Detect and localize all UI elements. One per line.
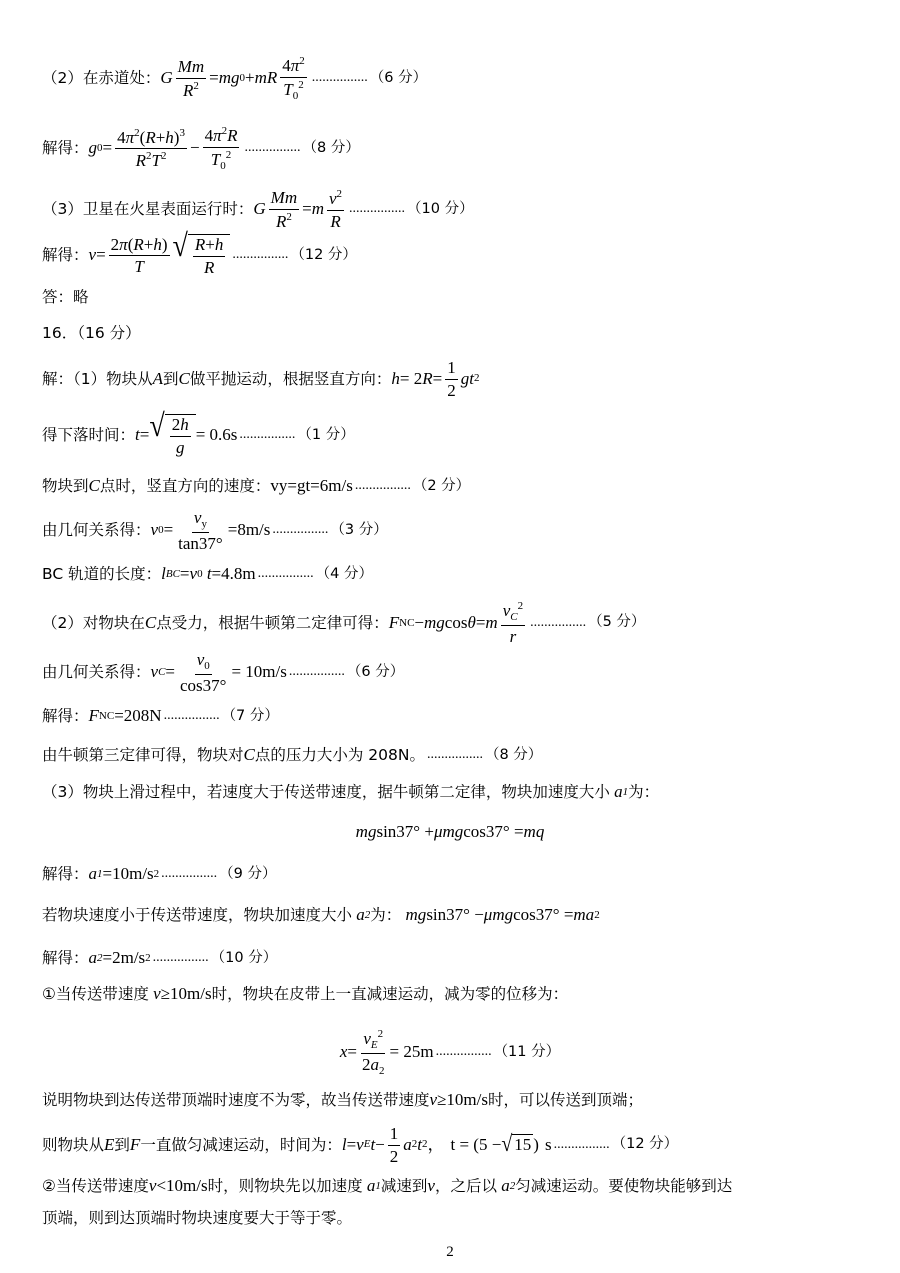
score: （12 分） bbox=[611, 1136, 679, 1153]
text: 一直做匀减速运动，时间为： bbox=[140, 1135, 342, 1154]
line-force-at-c bbox=[42, 600, 880, 646]
line-text: 顶端，则到达顶端时物块速度要大于等于零。 bbox=[42, 1209, 353, 1227]
line-label: （3）卫星在火星表面运行时： bbox=[42, 200, 254, 219]
a1-symbol: a 1 bbox=[366, 1176, 381, 1195]
score: （5 分） bbox=[588, 614, 646, 631]
line-solve-a2 bbox=[42, 948, 880, 968]
leader-dots: ................ bbox=[288, 664, 345, 680]
belt-speed-condition: v ≥10m/s bbox=[429, 1090, 488, 1109]
line-label: （2）对物块在 bbox=[42, 613, 145, 632]
text: 为： bbox=[370, 905, 402, 924]
line-label: BC 轨道的长度： bbox=[42, 564, 162, 583]
line-label: 由牛顿第三定律可得，物块对 bbox=[42, 745, 244, 764]
leader-dots: ................ bbox=[311, 70, 368, 86]
newton-equation: F NC − mg cos θ = m $\frac{v_C^2}{r}$ bbox=[388, 600, 524, 646]
score: （10 分） bbox=[407, 200, 474, 217]
fnc-number: =208N bbox=[114, 706, 162, 725]
point-f: F bbox=[129, 1134, 141, 1154]
score: （9 分） bbox=[219, 865, 277, 882]
line-label: 则物块从 bbox=[42, 1135, 105, 1154]
line-projectile bbox=[42, 358, 880, 400]
line-label: 解得： bbox=[42, 948, 89, 967]
leader-dots: ................ bbox=[530, 614, 587, 630]
line-label: （3）物块上滑过程中，若速度大于传送带速度，据牛顿第二定律，物块加速度大小 bbox=[42, 782, 610, 801]
text: 做平抛运动，根据竖直方向： bbox=[189, 369, 392, 388]
line-explanation bbox=[42, 1090, 880, 1110]
score: （6 分） bbox=[369, 69, 428, 86]
line-solve-fnc bbox=[42, 706, 880, 726]
a1-value: a 1 =10m/s 2 bbox=[88, 864, 160, 883]
leader-dots: ................ bbox=[163, 707, 220, 723]
a1-number: =10m/s bbox=[102, 864, 154, 883]
text: ，之后以 bbox=[434, 1176, 497, 1195]
point-c: C bbox=[243, 745, 255, 764]
text: 为： bbox=[628, 782, 660, 801]
a2-equation: mg sin37° − μmg cos37° = ma 2 bbox=[405, 905, 600, 924]
vc-equation: v C = $\frac{v_0}{\cos 37^\circ}$ = 10m/s bbox=[150, 650, 287, 695]
point-e: E bbox=[104, 1134, 115, 1154]
point-a: A bbox=[152, 368, 164, 388]
leader-dots: ................ bbox=[161, 865, 218, 881]
line-label: 由几何关系得： bbox=[42, 521, 151, 540]
line-label: 解：（1）物块从 bbox=[42, 369, 153, 388]
question-header: 16．（16 分） bbox=[42, 324, 141, 342]
line-label: （2）在赤道处： bbox=[42, 69, 161, 88]
line-label: 解得： bbox=[42, 864, 89, 883]
score: （3 分） bbox=[330, 521, 388, 538]
point-c: C bbox=[88, 476, 100, 495]
score: （7 分） bbox=[221, 707, 279, 724]
leader-dots: ................ bbox=[257, 565, 314, 581]
unit: s bbox=[544, 1134, 552, 1154]
score: （10 分） bbox=[210, 949, 278, 966]
line-geometry-vc bbox=[42, 650, 880, 695]
leader-dots: ................ bbox=[152, 949, 209, 965]
text: 减速到 bbox=[380, 1176, 428, 1195]
line-fall-time bbox=[42, 408, 880, 457]
a2-number: =2m/s bbox=[102, 948, 146, 967]
line-bc-length bbox=[42, 564, 880, 584]
displacement-equation: x = $\frac{v_E^2}{2a_2}$ = 25m bbox=[339, 1028, 434, 1077]
velocity-equation: v = $\frac{2\pi(R+h)}{T}$ √ $\frac{R+h}{R}$ bbox=[89, 234, 231, 277]
line-part3-intro bbox=[42, 782, 880, 802]
belt-speed-condition: v ≥10m/s bbox=[153, 984, 212, 1003]
leader-dots: ................ bbox=[244, 140, 301, 156]
kinematics-equation: l = v E t − $\frac{1}{2}$ a 2 t 2 ， t = (5 − √ 15 ) bbox=[341, 1124, 539, 1166]
line-label: 解得： bbox=[42, 706, 89, 725]
line-answer bbox=[42, 288, 880, 307]
line-displacement bbox=[0, 1028, 900, 1077]
line-geometry-v0 bbox=[42, 508, 880, 553]
v0-equation: v 0 = $\frac{v_y}{\tan 37^\circ}$ =8m/s bbox=[150, 508, 271, 553]
a2-value: a 2 =2m/s 2 bbox=[88, 948, 151, 967]
leader-dots: ................ bbox=[239, 427, 296, 443]
v-symbol: v bbox=[427, 1176, 435, 1195]
text: 到 bbox=[163, 369, 179, 388]
leader-dots: ................ bbox=[232, 247, 289, 263]
score: （4 分） bbox=[315, 565, 373, 582]
score: （1 分） bbox=[297, 426, 355, 443]
score: （6 分） bbox=[346, 663, 405, 680]
line-slower-than-belt bbox=[42, 905, 880, 925]
lbc-value: =4.8m bbox=[211, 564, 256, 583]
line-equator-equation bbox=[42, 55, 880, 102]
time-equation: t = √ $\frac{2h}{g}$ = 0.6s bbox=[135, 408, 238, 457]
line-solve-g0 bbox=[42, 125, 880, 172]
line-label: 物块到 bbox=[42, 476, 89, 495]
text: 点受力，根据牛顿第二定律可得： bbox=[156, 613, 389, 632]
score: （11 分） bbox=[493, 1043, 561, 1060]
leader-dots: ................ bbox=[354, 477, 411, 493]
line-solve-v bbox=[42, 228, 880, 277]
lbc-equation: l BC = v 0 t =4.8m bbox=[161, 564, 256, 583]
text: 到 bbox=[114, 1135, 130, 1154]
leader-dots: ................ bbox=[272, 522, 329, 538]
line-case2 bbox=[42, 1176, 880, 1196]
answer-text: 答：略 bbox=[42, 288, 89, 306]
text: 时，物块在皮带上一直减速运动，减为零的位移为： bbox=[211, 984, 569, 1003]
line-third-law bbox=[42, 745, 880, 765]
leader-dots: ................ bbox=[553, 1136, 610, 1152]
a2-symbol: a 2 bbox=[356, 905, 371, 924]
page-number: 2 bbox=[446, 1244, 454, 1260]
line-label: ②当传送带速度 bbox=[42, 1176, 149, 1195]
text: 点时，竖直方向的速度： bbox=[99, 476, 271, 495]
score: （8 分） bbox=[302, 139, 360, 156]
vy-expression: vy=gt=6m/s bbox=[270, 476, 353, 495]
line-q16-header bbox=[42, 324, 880, 343]
a1-equation: mg sin37° + μmg cos37° = mq bbox=[355, 822, 545, 841]
orbit-equation: G $\frac{Mm}{R^2}$ = m $\frac{v^2}{R}$ bbox=[253, 188, 343, 231]
gravity-equation: G $\frac{Mm}{R^2}$ = mg 0 + mR $\frac{4\pi^2}{T_0^2}$ bbox=[160, 55, 305, 102]
text: 时，则物块先以加速度 bbox=[207, 1176, 363, 1195]
g0-equation: g 0 = $\frac{4\pi^2(R+h)^3}{R^2T^2}$ − $\frac{4\pi^2R}{T_0^2}$ bbox=[88, 125, 238, 172]
line-label: 说明物块到达传送带顶端时速度不为零，故当传送带速度 bbox=[42, 1090, 430, 1109]
leader-dots: ................ bbox=[349, 201, 406, 217]
line-case1 bbox=[42, 984, 880, 1004]
point-c: C bbox=[144, 612, 157, 632]
line-label: 由几何关系得： bbox=[42, 663, 151, 682]
line-vertical-speed bbox=[42, 476, 880, 496]
text: 点的压力大小为 208N。 bbox=[254, 745, 425, 764]
line-label: 解得： bbox=[42, 139, 89, 158]
text: 匀减速运动。要使物块能够到达 bbox=[515, 1176, 733, 1195]
score: （8 分） bbox=[484, 746, 543, 763]
belt-speed-condition: v <10m/s bbox=[148, 1176, 208, 1195]
score: （12 分） bbox=[290, 246, 357, 263]
a2-symbol: a 2 bbox=[501, 1176, 516, 1195]
leader-dots: ................ bbox=[435, 1044, 492, 1060]
line-final bbox=[42, 1209, 880, 1228]
text: 时，可以传送到顶端； bbox=[487, 1090, 643, 1109]
line-satellite bbox=[42, 188, 880, 231]
line-a1-equation bbox=[0, 822, 900, 842]
fnc-value: F NC =208N bbox=[88, 706, 162, 725]
line-label: 得下落时间： bbox=[42, 426, 136, 445]
line-label: 解得： bbox=[42, 246, 89, 265]
point-c: C bbox=[178, 368, 190, 388]
line-e-to-f bbox=[42, 1124, 880, 1166]
leader-dots: ................ bbox=[426, 746, 483, 762]
line-label: 若物块速度小于传送带速度，物块加速度大小 bbox=[42, 905, 353, 924]
line-solve-a1 bbox=[42, 864, 880, 884]
height-equation: h = 2 R = $\frac{1}{2}$ gt 2 bbox=[391, 358, 480, 400]
score: （2 分） bbox=[412, 477, 471, 494]
line-label: ①当传送带速度 bbox=[42, 984, 149, 1003]
a1-symbol: a 1 bbox=[614, 782, 629, 801]
